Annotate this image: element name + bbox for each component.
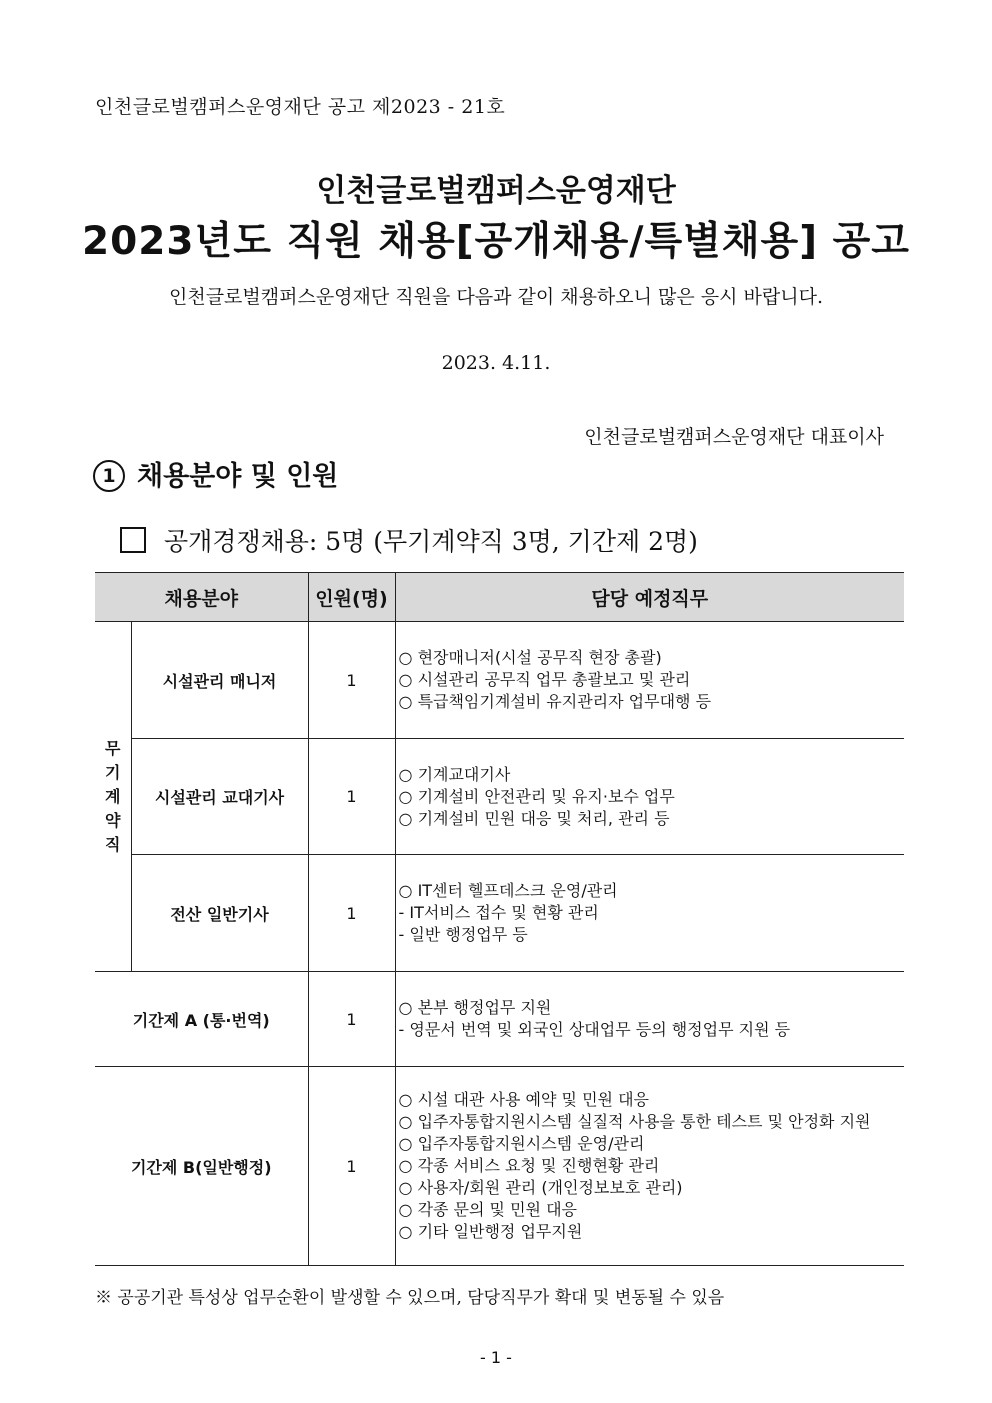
header-duties: 담당 예정직무 — [395, 573, 904, 622]
category-cell — [95, 622, 131, 972]
organization-title: 인천글로벌캠퍼스운영재단 — [316, 173, 676, 209]
category-char: 무 — [105, 738, 121, 758]
category-char: 직 — [105, 834, 121, 854]
duty-item: - IT서비스 접수 및 현황 관리 — [398, 903, 599, 922]
section-title: 채용분야 및 인원 — [137, 461, 339, 492]
count-cell: 1 — [308, 739, 395, 855]
recruitment-table — [95, 572, 904, 1266]
duty-item: ○ 사용자/회원 관리 (개인정보보호 관리) — [398, 1178, 683, 1197]
section-heading — [93, 454, 338, 493]
count-cell: 1 — [308, 855, 395, 972]
table-row — [95, 739, 904, 855]
duties-cell — [395, 972, 904, 1067]
section-number: 1 — [93, 460, 125, 492]
checkbox-icon — [120, 527, 146, 553]
duties-cell — [395, 622, 904, 739]
duty-item: ○ 각종 문의 및 민원 대응 — [398, 1200, 578, 1219]
duty-item: ○ 각종 서비스 요청 및 진행현황 관리 — [398, 1156, 660, 1175]
field-cell: 기간제 A (통·번역) — [95, 972, 308, 1067]
field-cell: 전산 일반기사 — [131, 855, 308, 972]
table-row — [95, 855, 904, 972]
field-cell: 시설관리 교대기사 — [131, 739, 308, 855]
category-char: 약 — [105, 810, 121, 830]
duty-item: - 일반 행정업무 등 — [398, 925, 528, 944]
duty-item: ○ 입주자통합지원시스템 실질적 사용을 통한 테스트 및 안정화 지원 — [398, 1112, 871, 1131]
duty-item: ○ 본부 행정업무 지원 — [398, 998, 552, 1017]
duty-item: ○ 입주자통합지원시스템 운영/관리 — [398, 1134, 645, 1153]
duty-item: ○ 기계설비 안전관리 및 유지·보수 업무 — [398, 786, 675, 806]
table-row — [95, 972, 904, 1067]
duty-item: ○ 기타 일반행정 업무지원 — [398, 1222, 583, 1241]
page-number: - 1 - — [480, 1348, 512, 1367]
field-cell: 시설관리 매니저 — [131, 622, 308, 739]
header-count: 인원(명) — [308, 573, 395, 622]
notice-number: 인천글로벌캠퍼스운영재단 공고 제2023 - 21호 — [95, 96, 506, 118]
duties-cell — [395, 1067, 904, 1266]
duty-item: ○ 특급책임기계설비 유지관리자 업무대행 등 — [398, 692, 712, 711]
duty-item: ○ 시설관리 공무직 업무 총괄보고 및 관리 — [398, 670, 691, 689]
duty-item: ○ 기계설비 민원 대응 및 처리, 관리 등 — [398, 808, 670, 828]
category-char: 계 — [105, 786, 121, 806]
intro-text: 인천글로벌캠퍼스운영재단 직원을 다음과 같이 채용하오니 많은 응시 바랍니다. — [168, 286, 823, 308]
count-cell: 1 — [308, 972, 395, 1067]
table-row — [95, 1067, 904, 1266]
page-title: 2023년도 직원 채용[공개채용/특별채용] 공고 — [82, 219, 910, 264]
duty-item: ○ IT센터 헬프데스크 운영/관리 — [398, 881, 618, 900]
count-cell: 1 — [308, 622, 395, 739]
table-row — [95, 622, 904, 739]
table-header-row — [95, 573, 904, 622]
field-cell: 기간제 B(일반행정) — [95, 1067, 308, 1266]
duties-cell — [395, 739, 904, 855]
duty-item: ○ 시설 대관 사용 예약 및 민원 대응 — [398, 1090, 650, 1109]
duty-item: - 영문서 번역 및 외국인 상대업무 등의 행정업무 지원 등 — [398, 1020, 791, 1039]
duties-cell — [395, 855, 904, 972]
category-char: 기 — [105, 762, 121, 782]
header-field: 채용분야 — [95, 573, 308, 622]
duty-item: ○ 기계교대기사 — [398, 764, 511, 784]
count-cell: 1 — [308, 1067, 395, 1266]
footnote: ※ 공공기관 특성상 업무순환이 발생할 수 있으며, 담당직무가 확대 및 변동될 수 있음 — [95, 1288, 725, 1308]
duty-item: ○ 현장매니저(시설 공무직 현장 총괄) — [398, 648, 662, 667]
signer: 인천글로벌캠퍼스운영재단 대표이사 — [584, 426, 884, 448]
subheading — [120, 522, 698, 558]
subheading-text: 공개경쟁채용: 5명 (무기계약직 3명, 기간제 2명) — [164, 527, 698, 556]
notice-date: 2023. 4.11. — [441, 352, 551, 374]
